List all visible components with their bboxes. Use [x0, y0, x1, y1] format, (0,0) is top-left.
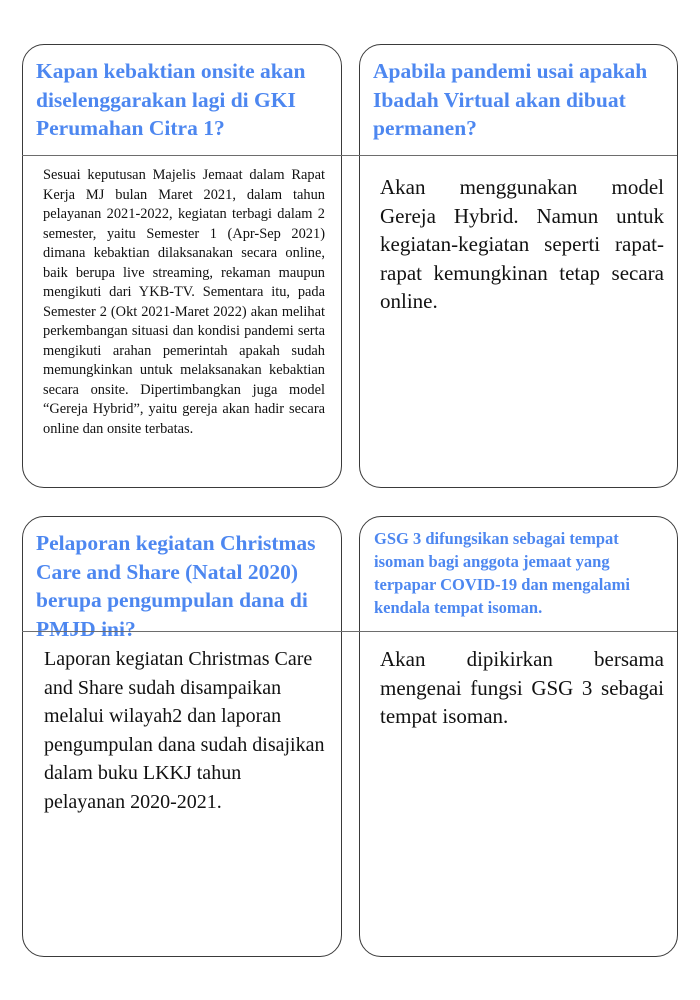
faq-answer: Laporan kegiatan Christmas Care and Share sudah disampaikan melalui wilayah2 dan laporan pengumpulan dana sudah disajikan dalam buku LKKJ tahun pelayanan 2020-2021.: [44, 648, 325, 813]
row-divider-bottom: [22, 631, 677, 632]
faq-card-gsg3-isoman: [359, 516, 678, 957]
faq-answer: Akan menggunakan model Gereja Hybrid. Namun untuk kegiatan-kegiatan seperti rapat-rapat kemungkinan tetap secara online.: [380, 175, 664, 314]
row-divider-top: [22, 155, 677, 156]
faq-card-christmas-report: [22, 516, 342, 957]
faq-question: Kapan kebaktian onsite akan diselenggarakan lagi di GKI Perumahan Citra 1?: [36, 59, 306, 140]
faq-question: Pelaporan kegiatan Christmas Care and Share (Natal 2020) berupa pengumpulan dana di PMJD ini?: [36, 531, 316, 641]
faq-card-onsite-service: [22, 44, 342, 488]
faq-card-virtual-worship: [359, 44, 678, 488]
faq-question: Apabila pandemi usai apakah Ibadah Virtual akan dibuat permanen?: [373, 59, 648, 140]
faq-question: GSG 3 difungsikan sebagai tempat isoman bagi anggota jemaat yang terpapar COVID-19 dan mengalami kendala tempat isoman.: [374, 529, 630, 617]
faq-answer: Sesuai keputusan Majelis Jemaat dalam Rapat Kerja MJ bulan Maret 2021, dalam tahun pelayanan 2021-2022, kegiatan terbagi dalam 2 semester, yaitu Semester 1 (Apr-Sep 2021) dimana kebaktian dilaksanakan secara online, baik berupa live streaming, rekaman maupun mengikuti dari YKB-TV. Sementara itu, pada Semester 2 (Okt 2021-Maret 2022) akan melihat perkembangan situasi dan kondisi pandemi serta mengikuti arahan pemerintah apakah sudah memungkinkan untuk melaksanakan kebaktian secara onsite. Dipertimbangkan juga model “Gereja Hybrid”, yaitu gereja akan hadir secara online dan onsite terbatas.: [43, 167, 325, 437]
faq-answer: Akan dipikirkan bersama mengenai fungsi GSG 3 sebagai tempat isoman.: [380, 647, 664, 729]
